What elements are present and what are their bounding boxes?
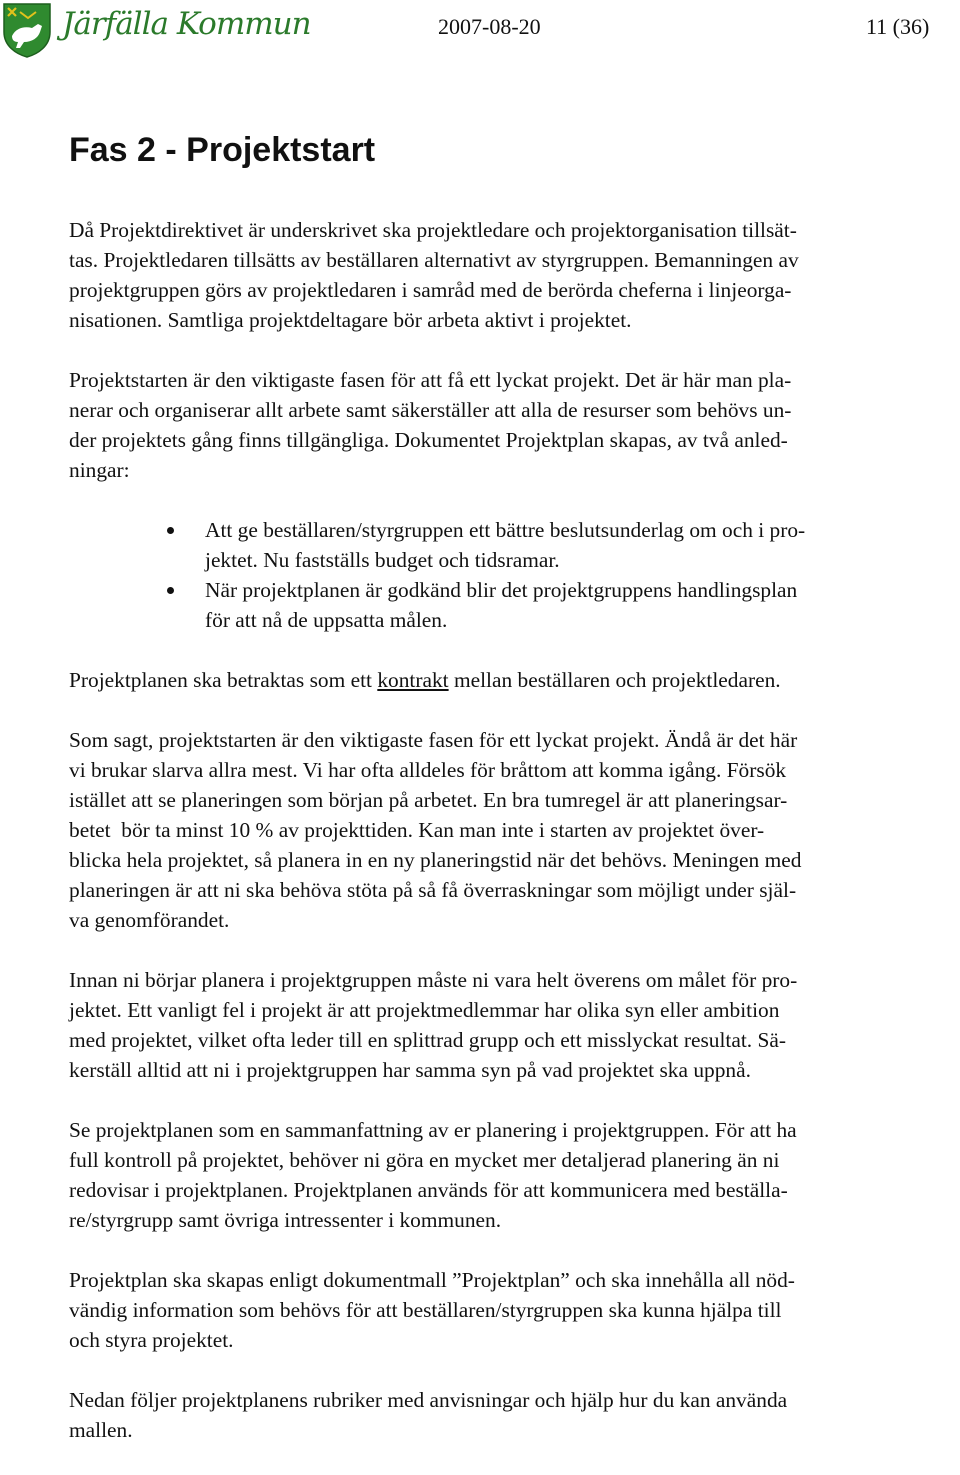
text-line: för att nå de uppsatta målen.	[205, 608, 448, 632]
text-line: vändig information som behövs för att beställaren/styrgruppen ska kunna hjälpa till	[69, 1298, 782, 1322]
bullet-list	[69, 515, 959, 635]
text-line: Att ge beställaren/styrgruppen ett bättre beslutsunderlag om och i pro-	[205, 518, 806, 542]
paragraph-1	[69, 215, 959, 335]
text-line: redovisar i projektplanen. Projektplanen används för att kommunicera med beställa-	[69, 1178, 788, 1202]
paragraph-2	[69, 365, 959, 485]
paragraph-6	[69, 1115, 959, 1235]
text-line: med projektet, vilket ofta leder till en splittrad grupp och ett misslyckat resultat. Sä-	[69, 1028, 786, 1052]
text-line: va genomförandet.	[69, 908, 230, 932]
header-date: 2007-08-20	[438, 14, 541, 39]
text-line: jektet. Nu fastställs budget och tidsramar.	[205, 548, 560, 572]
municipal-shield-logo	[2, 2, 52, 58]
text-line: re/styrgrupp samt övriga intressenter i kommunen.	[69, 1208, 502, 1232]
document-body	[69, 215, 959, 1475]
text-segment: mellan beställaren och projektledaren.	[448, 668, 781, 692]
text-line: istället att se planeringen som början på arbetet. En bra tumregel är att planeringsar-	[69, 788, 788, 812]
paragraph-3	[69, 665, 959, 695]
text-line: Som sagt, projektstarten är den viktigaste fasen för ett lyckat projekt. Ändå är det här	[69, 728, 798, 752]
page-header	[0, 0, 960, 62]
page-title: Fas 2 - Projektstart	[69, 131, 376, 169]
text-line: Projektstarten är den viktigaste fasen för att få ett lyckat projekt. Det är här man pla-	[69, 368, 792, 392]
paragraph-7	[69, 1265, 959, 1355]
text-line: full kontroll på projektet, behöver ni göra en mycket mer detaljerad planering än ni	[69, 1148, 780, 1172]
text-line: jektet. Ett vanligt fel i projekt är att projektmedlemmar har olika syn eller ambition	[69, 998, 780, 1022]
text-line: och styra projektet.	[69, 1328, 234, 1352]
bullet-icon	[167, 587, 174, 594]
page-number: 11 (36)	[866, 14, 930, 39]
list-item	[69, 575, 959, 635]
text-line: tas. Projektledaren tillsätts av beställaren alternativt av styrgruppen. Bemanningen av	[69, 248, 799, 272]
text-line: ningar:	[69, 458, 130, 482]
text-line: kerställ alltid att ni i projektgruppen har samma syn på vad projektet ska uppnå.	[69, 1058, 751, 1082]
text-line: planeringen är att ni ska behöva stöta på så få överraskningar som möjligt under själ-	[69, 878, 797, 902]
logo-wordmark: Järfälla Kommun	[62, 6, 311, 42]
underlined-word: kontrakt	[377, 668, 449, 692]
text-segment: Projektplanen ska betraktas som ett	[69, 668, 378, 692]
text-line: nisationen. Samtliga projektdeltagare bör arbeta aktivt i projektet.	[69, 308, 632, 332]
text-line: vi brukar slarva allra mest. Vi har ofta alldeles för bråttom att komma igång. Försök	[69, 758, 787, 782]
paragraph-8	[69, 1385, 959, 1445]
paragraph-4	[69, 725, 959, 935]
text-line: När projektplanen är godkänd blir det projektgruppens handlingsplan	[205, 578, 798, 602]
list-item	[69, 515, 959, 575]
text-line: Då Projektdirektivet är underskrivet ska projektledare och projektorganisation tillsät-	[69, 218, 797, 242]
text-line: nerar och organiserar allt arbete samt säkerställer att alla de resurser som behövs un-	[69, 398, 792, 422]
paragraph-5	[69, 965, 959, 1085]
text-line: blicka hela projektet, så planera in en ny planeringstid när det behövs. Meningen med	[69, 848, 802, 872]
text-line: Se projektplanen som en sammanfattning av er planering i projektgruppen. För att ha	[69, 1118, 797, 1142]
bullet-icon	[167, 527, 174, 534]
text-line: der projektets gång finns tillgängliga. Dokumentet Projektplan skapas, av två anled-	[69, 428, 788, 452]
text-line: Projektplan ska skapas enligt dokumentmall ”Projektplan” och ska innehålla all nöd-	[69, 1268, 795, 1292]
text-line: projektgruppen görs av projektledaren i samråd med de berörda cheferna i linjeorga-	[69, 278, 792, 302]
text-line: mallen.	[69, 1418, 133, 1442]
text-line: Nedan följer projektplanens rubriker med anvisningar och hjälp hur du kan använda	[69, 1388, 788, 1412]
text-line: betet bör ta minst 10 % av projekttiden. Kan man inte i starten av projektet över-	[69, 818, 765, 842]
text-line: Innan ni börjar planera i projektgruppen måste ni vara helt överens om målet för pro-	[69, 968, 798, 992]
